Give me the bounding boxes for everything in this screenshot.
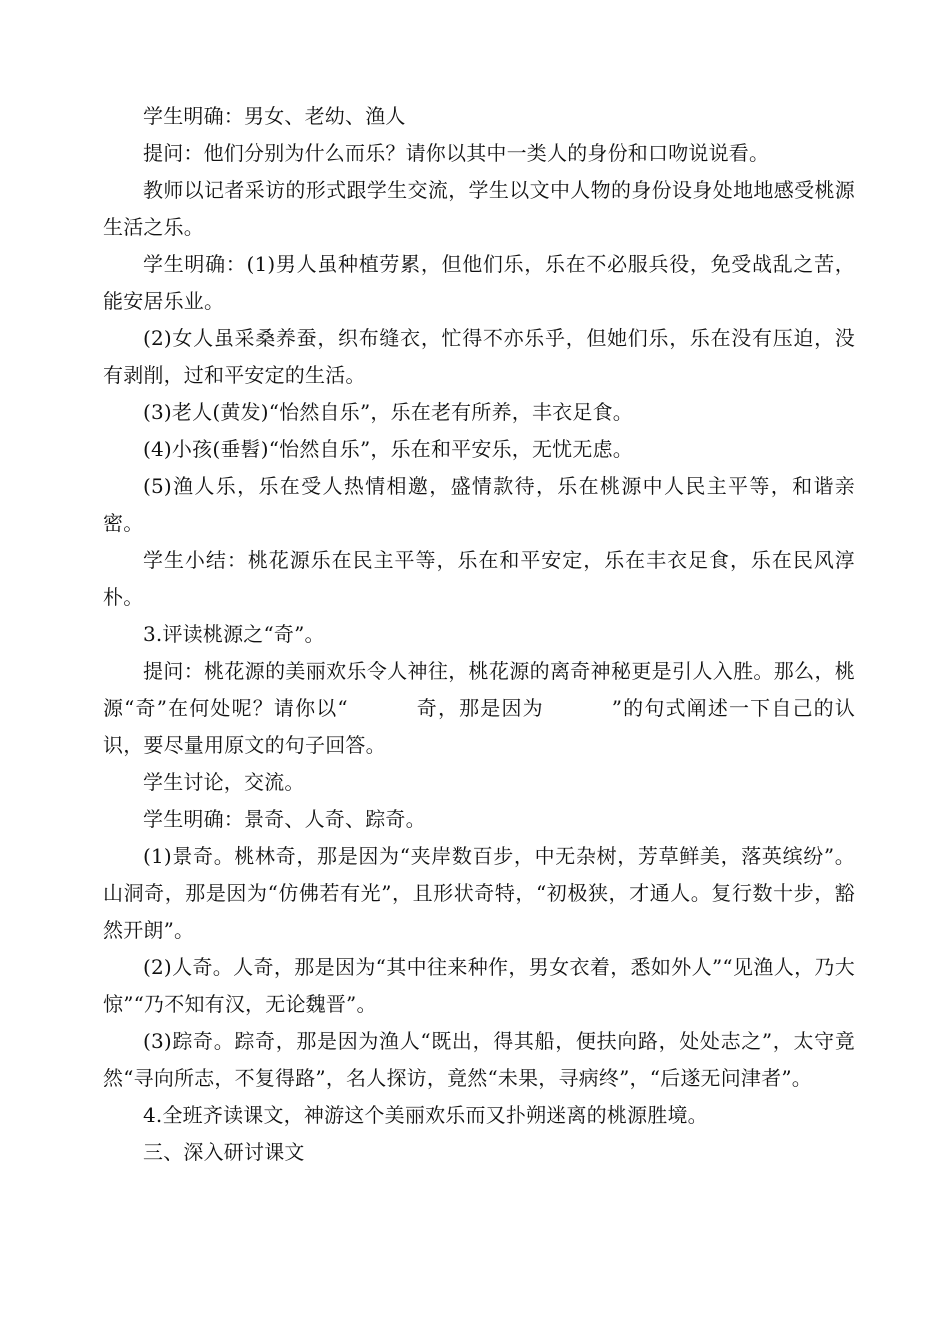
paragraph-fisherman-happy: (5)渔人乐，乐在受人热情相邀，盛情款待，乐在桃源中人民主平等，和谐亲密。 bbox=[103, 474, 855, 535]
question-text-part1: 提问：桃花源的美丽欢乐令人神往，桃花源的离奇神秘更是引人入胜。那么，桃源“奇”在何处呢？请你以“ bbox=[103, 659, 855, 720]
paragraph-question-strange bbox=[103, 653, 855, 764]
paragraph-elders-happy: (3)老人(黄发)“怡然自乐”，乐在老有所养，丰衣足食。 bbox=[143, 400, 633, 424]
document-body bbox=[103, 98, 855, 1171]
question-text-part3: ”的句式阐述一下自己的认识，要尽量用原文的句子回答。 bbox=[103, 696, 856, 757]
question-text-part2: 奇，那是因为 bbox=[415, 696, 544, 720]
paragraph-teacher-interview: 教师以记者采访的形式跟学生交流，学生以文中人物的身份设身处地地感受桃源生活之乐。 bbox=[103, 178, 855, 239]
paragraph-student-conclusion-strange: 学生明确：景奇、人奇、踪奇。 bbox=[143, 807, 426, 831]
paragraph-section-heading-3: 三、深入研讨课文 bbox=[143, 1140, 305, 1164]
paragraph-section-3-heading: 3.评读桃源之“奇”。 bbox=[143, 622, 325, 646]
paragraph-children-happy: (4)小孩(垂髫)“怡然自乐”，乐在和平安乐，无忧无虑。 bbox=[143, 437, 633, 461]
paragraph-men-happy: 学生明确：(1)男人虽种植劳累，但他们乐，乐在不必服兵役，免受战乱之苦，能安居乐业。 bbox=[103, 252, 855, 313]
paragraph-people-strange: (2)人奇。人奇，那是因为“其中往来种作，男女衣着，悉如外人”“见渔人，乃大惊”“乃不知有汉，无论魏晋”。 bbox=[103, 955, 855, 1016]
paragraph-class-reading: 4.全班齐读课文，神游这个美丽欢乐而又扑朔迷离的桃源胜境。 bbox=[143, 1103, 708, 1127]
paragraph-trace-strange: (3)踪奇。踪奇，那是因为渔人“既出，得其船，便扶向路，处处志之”，太守竟然“寻向所志，不复得路”，名人探访，竟然“未果，寻病终”，“后遂无问津者”。 bbox=[103, 1029, 855, 1090]
paragraph-question-why-happy: 提问：他们分别为什么而乐？请你以其中一类人的身份和口吻说说看。 bbox=[143, 141, 770, 165]
paragraph-discussion: 学生讨论，交流。 bbox=[143, 770, 305, 794]
paragraph-student-conclusion-groups: 学生明确：男女、老幼、渔人 bbox=[143, 104, 406, 128]
paragraph-student-summary: 学生小结：桃花源乐在民主平等，乐在和平安定，乐在丰衣足食，乐在民风淳朴。 bbox=[103, 548, 855, 609]
paragraph-women-happy: (2)女人虽采桑养蚕，织布缝衣，忙得不亦乐乎，但她们乐，乐在没有压迫，没有剥削，过和平安定的生活。 bbox=[103, 326, 855, 387]
paragraph-scenery-strange: (1)景奇。桃林奇，那是因为“夹岸数百步，中无杂树，芳草鲜美，落英缤纷”。山洞奇，那是因为“仿佛若有光”，且形状奇特，“初极狭，才通人。复行数十步，豁然开朗”。 bbox=[103, 844, 855, 942]
